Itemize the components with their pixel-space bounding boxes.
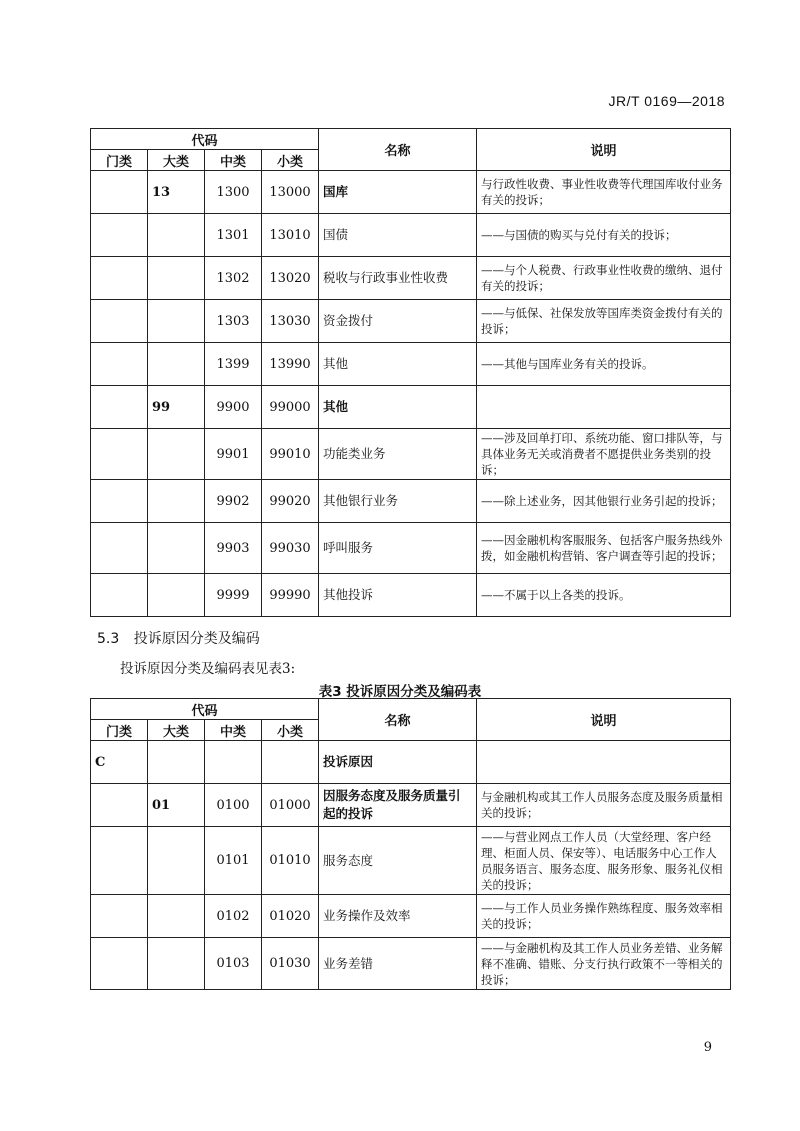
section-heading [97,628,260,648]
table-row [91,257,731,300]
gate-cell [91,343,148,386]
minor-cell: 99030 [262,523,319,574]
table-caption: 表3 投诉原因分类及编码表 [318,684,482,700]
middle-cell: 0103 [205,938,262,990]
gate-header: 门类 [91,720,148,741]
minor-cell: 13990 [262,343,319,386]
table-row [91,523,731,574]
major-cell [148,741,205,784]
section-number: 5.3 [97,631,120,647]
minor-cell: 13010 [262,214,319,257]
minor-cell [262,741,319,784]
description-cell [477,741,731,784]
major-cell [148,574,205,617]
gate-cell [91,300,148,343]
minor-cell: 99020 [262,480,319,523]
table-row [91,300,731,343]
minor-cell: 99010 [262,429,319,480]
minor-cell: 99990 [262,574,319,617]
gate-cell: C [91,741,148,784]
major-cell [148,523,205,574]
major-cell [148,343,205,386]
name-cell: 资金拨付 [319,300,477,343]
gate-cell [91,257,148,300]
description-cell: ——与低保、社保发放等国库类资金拨付有关的投诉； [477,300,731,343]
middle-cell: 9903 [205,523,262,574]
gate-cell [91,523,148,574]
table-row [91,827,731,895]
major-cell: 13 [148,171,205,214]
minor-header: 小类 [262,720,319,741]
description-cell: ——与营业网点工作人员（大堂经理、客户经理、柜面人员、保安等）、电话服务中心工作人员服务语言、服务态度、服务形象、服务礼仪相关的投诉； [477,827,731,895]
name-cell: 其他 [319,386,477,429]
description-cell: ——与个人税费、行政事业性收费的缴纳、退付有关的投诉； [477,257,731,300]
gate-cell [91,480,148,523]
description-cell: ——涉及回单打印、系统功能、窗口排队等，与具体业务无关或消费者不愿提供业务类别的投诉； [477,429,731,480]
table-row [91,574,731,617]
middle-cell: 0102 [205,895,262,938]
gate-cell [91,386,148,429]
table-row [91,214,731,257]
minor-cell: 99000 [262,386,319,429]
description-cell: ——除上述业务，因其他银行业务引起的投诉； [477,480,731,523]
table-row [91,741,731,784]
description-header: 说明 [477,699,731,741]
table-row [91,895,731,938]
name-cell: 国债 [319,214,477,257]
gate-cell [91,827,148,895]
middle-cell: 9901 [205,429,262,480]
gate-cell [91,938,148,990]
name-cell: 其他投诉 [319,574,477,617]
name-cell: 因服务态度及服务质量引起的投诉 [319,784,477,827]
name-header: 名称 [319,699,477,741]
minor-cell: 01030 [262,938,319,990]
gate-cell [91,895,148,938]
name-cell: 呼叫服务 [319,523,477,574]
name-cell: 服务态度 [319,827,477,895]
minor-header: 小类 [262,150,319,171]
table-row [91,429,731,480]
middle-cell: 1399 [205,343,262,386]
major-header: 大类 [148,720,205,741]
major-cell [148,214,205,257]
major-cell [148,827,205,895]
document-id: JR/T 0169—2018 [608,93,725,109]
name-header: 名称 [319,129,477,171]
name-cell: 其他 [319,343,477,386]
description-cell: ——因金融机构客服服务、包括客户服务热线外拨，如金融机构营销、客户调查等引起的投诉； [477,523,731,574]
middle-cell: 1300 [205,171,262,214]
major-cell [148,938,205,990]
major-cell [148,895,205,938]
major-cell [148,257,205,300]
middle-cell: 9999 [205,574,262,617]
name-cell: 业务差错 [319,938,477,990]
table-row [91,480,731,523]
section-title: 投诉原因分类及编码 [133,631,260,647]
gate-cell [91,784,148,827]
middle-cell: 9900 [205,386,262,429]
description-cell: 与行政性收费、事业性收费等代理国库收付业务有关的投诉； [477,171,731,214]
major-cell [148,300,205,343]
code-header: 代码 [91,699,319,720]
table-row [91,386,731,429]
major-cell [148,429,205,480]
description-cell: ——与金融机构及其工作人员业务差错、业务解释不准确、错账、分支行执行政策不一等相关的投诉； [477,938,731,990]
description-cell: 与金融机构或其工作人员服务态度及服务质量相关的投诉； [477,784,731,827]
middle-cell: 0101 [205,827,262,895]
name-cell: 税收与行政事业性收费 [319,257,477,300]
gate-cell [91,171,148,214]
code-header: 代码 [91,129,319,150]
middle-cell: 0100 [205,784,262,827]
page-number: 9 [703,1040,712,1055]
description-cell: ——与国债的购买与兑付有关的投诉； [477,214,731,257]
name-cell: 其他银行业务 [319,480,477,523]
middle-cell: 1301 [205,214,262,257]
minor-cell: 01020 [262,895,319,938]
middle-cell: 1302 [205,257,262,300]
major-cell [148,480,205,523]
description-header: 说明 [477,129,731,171]
gate-cell [91,574,148,617]
description-cell: ——不属于以上各类的投诉。 [477,574,731,617]
middle-header: 中类 [205,150,262,171]
gate-cell [91,429,148,480]
classification-table-2 [90,698,731,990]
table-row [91,938,731,990]
minor-cell: 13030 [262,300,319,343]
middle-cell [205,741,262,784]
middle-cell: 9902 [205,480,262,523]
middle-header: 中类 [205,720,262,741]
description-cell: ——其他与国库业务有关的投诉。 [477,343,731,386]
description-cell [477,386,731,429]
name-cell: 功能类业务 [319,429,477,480]
description-cell: ——与工作人员业务操作熟练程度、服务效率相关的投诉； [477,895,731,938]
major-cell: 99 [148,386,205,429]
intro-paragraph: 投诉原因分类及编码表见表3: [120,661,296,677]
table-row [91,343,731,386]
gate-cell [91,214,148,257]
major-header: 大类 [148,150,205,171]
name-cell: 国库 [319,171,477,214]
minor-cell: 01010 [262,827,319,895]
middle-cell: 1303 [205,300,262,343]
minor-cell: 13020 [262,257,319,300]
gate-header: 门类 [91,150,148,171]
classification-table-1 [90,128,731,617]
major-cell: 01 [148,784,205,827]
minor-cell: 01000 [262,784,319,827]
table-row [91,171,731,214]
name-cell: 投诉原因 [319,741,477,784]
table-row [91,784,731,827]
minor-cell: 13000 [262,171,319,214]
name-cell: 业务操作及效率 [319,895,477,938]
